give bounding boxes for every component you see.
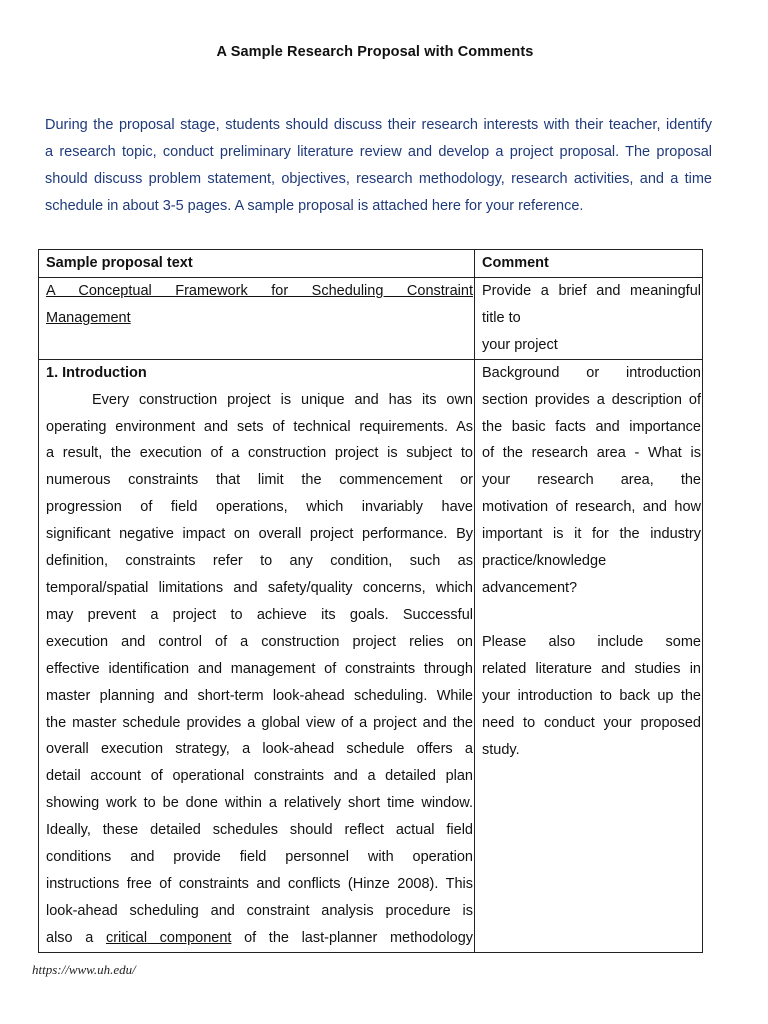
body-line: progression of field operations, which invariably have xyxy=(46,499,473,516)
comment-line: advancement? xyxy=(482,579,578,596)
body-line-last xyxy=(46,925,473,952)
proposal-title-cell xyxy=(39,278,475,360)
critical-component-text: critical component xyxy=(105,929,232,946)
header-sample-text: Sample proposal text xyxy=(39,250,475,278)
comment-line: Provide a brief and meaningful xyxy=(482,283,701,299)
intro-line: schedule in about 3-5 pages. A sample proposal is attached here for your reference. xyxy=(45,198,584,214)
body-line: numerous constraints that limit the commencement or xyxy=(46,472,473,489)
introduction-text-cell xyxy=(39,359,475,952)
comment-line: practice/knowledge xyxy=(482,553,607,570)
intro-paragraph xyxy=(45,112,712,220)
proposal-title-line: Management xyxy=(46,309,131,326)
body-line: Ideally, these detailed schedules should reflect actual field xyxy=(46,822,473,839)
intro-line: should discuss problem statement, objectives, research methodology, research activities, and a time xyxy=(45,171,712,187)
body-line: the master schedule provides a global view of a project and the xyxy=(46,714,473,731)
comment-line: your project xyxy=(482,336,558,353)
comment-line: need to conduct your proposed xyxy=(482,714,701,731)
body-line: conditions and provide field personnel with operation xyxy=(46,849,473,866)
body-line: effective identification and management of constraints through xyxy=(46,660,473,677)
body-line: execution and control of a construction project relies on xyxy=(46,633,473,650)
comment-line: your introduction to back up the xyxy=(482,687,701,704)
body-line: definition, constraints refer to any condition, such as xyxy=(46,553,473,570)
comment-line: study. xyxy=(482,741,520,758)
intro-line: During the proposal stage, students should discuss their research interests with their teacher, identify xyxy=(45,117,712,133)
comment-line: section provides a description of xyxy=(482,391,701,408)
body-line: look-ahead scheduling and constraint analysis procedure is xyxy=(46,902,473,919)
body-line: a result, the execution of a construction project is subject to xyxy=(46,445,473,462)
comment-line: title to xyxy=(482,309,521,326)
comment-line: related literature and studies in xyxy=(482,660,701,677)
body-line: detail account of operational constraints and a detailed plan xyxy=(46,768,473,785)
body-line: Every construction project is unique and has its own xyxy=(92,391,473,408)
body-line: showing work to be done within a relatively short time window. xyxy=(46,795,473,812)
comment-line: Please also include some xyxy=(482,633,701,650)
comment-line: Background or introduction xyxy=(482,364,701,381)
body-line: operating environment and sets of technical requirements. As xyxy=(46,418,473,435)
document-title: A Sample Research Proposal with Comments xyxy=(216,44,534,60)
body-text-prefix: also a xyxy=(46,929,94,946)
comment-line: important is it for the industry xyxy=(482,526,701,543)
comment-line: of the research area - What is xyxy=(482,445,701,462)
body-line: significant negative impact on overall project performance. By xyxy=(46,526,473,543)
body-line: master planning and short-term look-ahead scheduling. While xyxy=(46,687,473,704)
introduction-comment-cell xyxy=(475,359,703,952)
proposal-title-line: A Conceptual Framework for Scheduling Constraint xyxy=(46,283,473,299)
body-line: instructions free of constraints and conflicts (Hinze 2008). This xyxy=(46,875,473,892)
comment-line: your research area, the xyxy=(482,472,701,489)
comment-line: the basic facts and importance xyxy=(482,418,701,435)
intro-line: a research topic, conduct preliminary literature review and develop a project proposal. The proposal xyxy=(45,144,712,160)
section-heading: 1. Introduction xyxy=(46,364,147,381)
body-line: temporal/spatial limitations and safety/quality concerns, which xyxy=(46,579,473,596)
proposal-table xyxy=(38,249,703,953)
body-line: overall execution strategy, a look-ahead schedule offers a xyxy=(46,741,473,758)
header-comment: Comment xyxy=(475,250,703,278)
body-line: may prevent a project to achieve its goals. Successful xyxy=(46,606,473,623)
comment-spacer xyxy=(482,602,701,629)
body-text-suffix: of the last-planner methodology xyxy=(244,929,473,946)
table-row-introduction xyxy=(39,359,703,952)
footer-url[interactable]: https://www.uh.edu/ xyxy=(32,962,136,977)
comment-line: motivation of research, and how xyxy=(482,499,701,516)
title-comment-cell xyxy=(475,278,703,360)
table-header-row xyxy=(39,250,703,278)
table-row-title xyxy=(39,278,703,360)
